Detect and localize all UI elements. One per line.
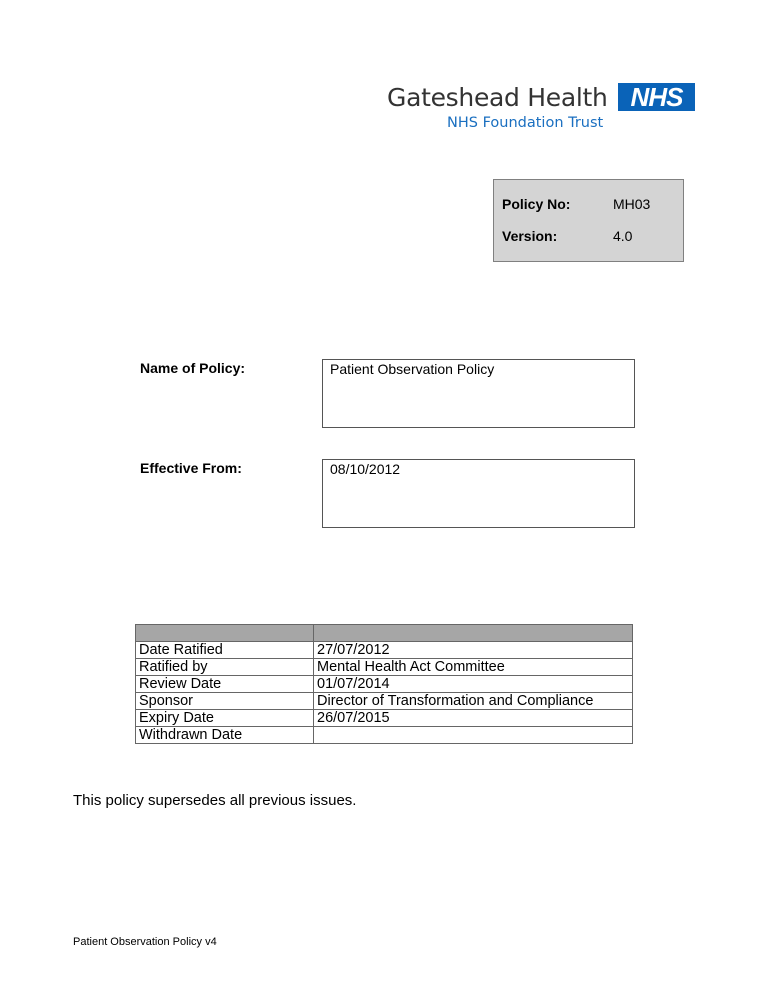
supersedes-statement: This policy supersedes all previous issues. (73, 792, 357, 809)
logo-org-name: Gateshead Health (387, 83, 608, 112)
table-row (136, 710, 633, 727)
effective-from-box (322, 459, 635, 528)
effective-from-value: 08/10/2012 (330, 461, 401, 477)
row-label: Ratified by (136, 659, 314, 676)
row-label: Sponsor (136, 693, 314, 710)
row-value: 27/07/2012 (314, 642, 633, 659)
footer-text: Patient Observation Policy v4 (73, 936, 217, 948)
row-value: Director of Transformation and Compliance (314, 693, 633, 710)
policy-no-value: MH03 (613, 196, 651, 212)
table-row (136, 659, 633, 676)
policy-info-box (493, 179, 684, 262)
version-value: 4.0 (613, 228, 633, 244)
policy-no-label: Policy No: (502, 196, 571, 212)
table-row (136, 642, 633, 659)
row-label: Date Ratified (136, 642, 314, 659)
table-row (136, 676, 633, 693)
table-row (136, 693, 633, 710)
table-header-row (136, 625, 633, 642)
policy-name-box (322, 359, 635, 428)
policy-name-label: Name of Policy: (140, 360, 246, 376)
row-label: Review Date (136, 676, 314, 693)
nhs-logo: NHS (618, 83, 695, 111)
ratification-table (135, 624, 633, 744)
policy-name-value: Patient Observation Policy (330, 361, 495, 377)
table-row (136, 727, 633, 744)
row-value: 26/07/2015 (314, 710, 633, 727)
row-label: Withdrawn Date (136, 727, 314, 744)
logo-subtitle: NHS Foundation Trust (447, 115, 604, 131)
row-value: Mental Health Act Committee (314, 659, 633, 676)
version-label: Version: (502, 228, 558, 244)
effective-from-label: Effective From: (140, 460, 242, 476)
row-label: Expiry Date (136, 710, 314, 727)
row-value (314, 727, 633, 744)
row-value: 01/07/2014 (314, 676, 633, 693)
